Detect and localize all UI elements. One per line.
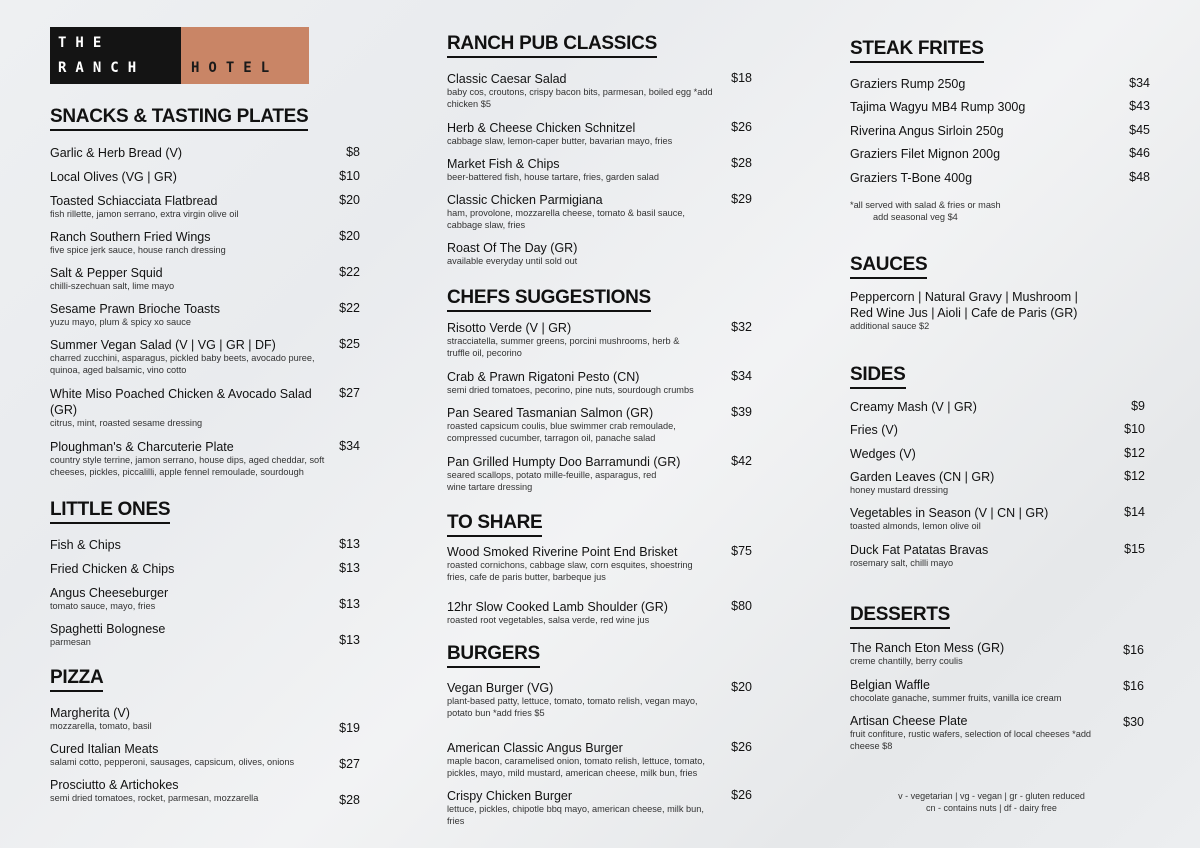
- item-description: baby cos, croutons, crispy bacon bits, parmesan, boiled egg *add chicken $5: [447, 87, 713, 109]
- item-name: American Classic Angus Burger: [447, 741, 623, 755]
- item-description: fruit confiture, rustic wafers, selection of local cheeses *add cheese $8: [850, 729, 1092, 751]
- menu-item: [50, 386, 360, 430]
- logo-ranch: RANCH: [58, 60, 146, 76]
- menu-item: [447, 320, 752, 359]
- section-heading: SAUCES: [850, 254, 927, 279]
- item-price: $16: [1123, 679, 1144, 693]
- menu-item: [850, 446, 1150, 462]
- item-name: Herb & Cheese Chicken Schnitzel: [447, 121, 636, 135]
- sauces-section: [850, 254, 1150, 279]
- menu-item: [850, 677, 1150, 705]
- item-name: Fries (V): [850, 423, 898, 437]
- menu-item: [50, 145, 360, 161]
- item-price: $34: [339, 439, 360, 453]
- item-description: cabbage slaw, lemon-caper butter, bavarian mayo, fries: [447, 136, 673, 146]
- item-name: Vegan Burger (VG): [447, 681, 554, 695]
- item-name: Duck Fat Patatas Bravas: [850, 543, 989, 557]
- item-name: Fish & Chips: [50, 538, 121, 552]
- section-heading: LITTLE ONES: [50, 499, 170, 524]
- item-description: stracciatella, summer greens, porcini mushrooms, herb & truffle oil, pecorino: [447, 336, 680, 358]
- menu-item: [850, 123, 1150, 139]
- item-description: country style terrine, jamon serrano, house dips, aged cheddar, soft cheeses, pickles, piccalilli, apple fennel remoulade, sourdough: [50, 455, 325, 477]
- item-price: $15: [1124, 542, 1145, 556]
- menu-item: [447, 544, 752, 583]
- desserts-section: [850, 604, 1150, 629]
- menu-item: [50, 777, 360, 805]
- item-description: five spice jerk sauce, house ranch dressing: [50, 245, 226, 255]
- item-price: $26: [731, 120, 752, 134]
- item-name: Ploughman's & Charcuterie Plate: [50, 440, 234, 454]
- menu-item: [850, 76, 1150, 92]
- item-name: Ranch Southern Fried Wings: [50, 230, 211, 244]
- item-name: Sesame Prawn Brioche Toasts: [50, 302, 220, 316]
- item-name: Graziers Rump 250g: [850, 77, 966, 91]
- item-price: $10: [1124, 422, 1145, 436]
- menu-item: [447, 120, 752, 148]
- menu-item: [447, 369, 752, 397]
- snacks-section: [50, 106, 360, 131]
- item-name: White Miso Poached Chicken & Avocado Salad (GR): [50, 387, 312, 417]
- menu-item: [50, 561, 360, 577]
- menu-item: [447, 156, 752, 184]
- item-name: Graziers T-Bone 400g: [850, 171, 973, 185]
- little-ones-section: [50, 499, 360, 524]
- chefs-suggestions-section: [447, 287, 752, 312]
- item-description: toasted almonds, lemon olive oil: [850, 521, 981, 531]
- menu-item: [50, 229, 360, 257]
- item-name: Market Fish & Chips: [447, 157, 560, 171]
- item-name: Classic Chicken Parmigiana: [447, 193, 603, 207]
- pizza-section: [50, 667, 360, 692]
- sides-section: [850, 364, 1150, 389]
- item-price: $75: [731, 544, 752, 558]
- item-description: plant-based patty, lettuce, tomato, tomato relish, vegan mayo, potato bun *add fries $5: [447, 696, 698, 718]
- item-name: Cured Italian Meats: [50, 742, 159, 756]
- menu-item: [850, 146, 1150, 162]
- logo-dark-panel: [50, 27, 181, 84]
- item-description: available everyday until sold out: [447, 256, 578, 266]
- item-name: Risotto Verde (V | GR): [447, 321, 572, 335]
- menu-item: [50, 265, 360, 293]
- item-price: $20: [339, 229, 360, 243]
- item-name: Belgian Waffle: [850, 678, 930, 692]
- item-price: $13: [339, 633, 360, 647]
- item-name: Angus Cheeseburger: [50, 586, 169, 600]
- item-name: Garden Leaves (CN | GR): [850, 470, 995, 484]
- item-name: The Ranch Eton Mess (GR): [850, 641, 1005, 655]
- item-price: $26: [731, 740, 752, 754]
- section-heading: BURGERS: [447, 643, 540, 668]
- menu-item: [50, 705, 360, 733]
- item-description: honey mustard dressing: [850, 485, 949, 495]
- menu-item: [50, 169, 360, 185]
- item-description: roasted root vegetables, salsa verde, red wine jus: [447, 615, 650, 625]
- menu-item: [850, 469, 1150, 497]
- item-name: Summer Vegan Salad (V | VG | GR | DF): [50, 338, 276, 352]
- item-description: semi dried tomatoes, rocket, parmesan, mozzarella: [50, 793, 259, 803]
- pub-classics-section: [447, 33, 752, 58]
- item-price: $20: [731, 680, 752, 694]
- item-name: Fried Chicken & Chips: [50, 562, 175, 576]
- item-price: $34: [1129, 76, 1150, 90]
- menu-item: [447, 71, 752, 110]
- section-heading: SNACKS & TASTING PLATES: [50, 106, 308, 131]
- item-price: $28: [339, 793, 360, 807]
- sauces-note: additional sauce $2: [850, 321, 930, 331]
- menu-item: [850, 713, 1150, 752]
- item-name: Toasted Schiacciata Flatbread: [50, 194, 218, 208]
- menu-item: [447, 788, 752, 827]
- item-name: Classic Caesar Salad: [447, 72, 567, 86]
- item-name: Prosciutto & Artichokes: [50, 778, 179, 792]
- menu-item: [850, 399, 1150, 415]
- menu-item: [447, 680, 752, 719]
- item-description: seared scallops, potato mille-feuille, asparagus, red wine tartare dressing: [447, 470, 657, 492]
- menu-item: [50, 337, 360, 376]
- sauces-line-2: Red Wine Jus | Aioli | Cafe de Paris (GR): [850, 306, 1078, 320]
- sauces-line-1: Peppercorn | Natural Gravy | Mushroom |: [850, 290, 1078, 304]
- item-price: $39: [731, 405, 752, 419]
- item-price: $9: [1131, 399, 1145, 413]
- item-name: Crab & Prawn Rigatoni Pesto (CN): [447, 370, 640, 384]
- item-name: Vegetables in Season (V | CN | GR): [850, 506, 1049, 520]
- menu-item: [850, 422, 1150, 438]
- section-heading: TO SHARE: [447, 512, 542, 537]
- item-price: $13: [339, 537, 360, 551]
- item-name: Artisan Cheese Plate: [850, 714, 968, 728]
- item-price: $34: [731, 369, 752, 383]
- burgers-section: [447, 643, 752, 668]
- menu-item: [850, 640, 1150, 668]
- item-price: $26: [731, 788, 752, 802]
- legend-line-2: cn - contains nuts | df - dairy free: [926, 803, 1057, 813]
- item-price: $22: [339, 265, 360, 279]
- steak-frites-section: [850, 38, 1150, 63]
- item-description: roasted cornichons, cabbage slaw, corn esquites, shoestring fries, cafe de paris butter, barbeque jus: [447, 560, 693, 582]
- menu-item: [50, 193, 360, 221]
- logo-the: THE: [58, 35, 111, 51]
- item-name: Salt & Pepper Squid: [50, 266, 163, 280]
- item-name: Creamy Mash (V | GR): [850, 400, 977, 414]
- logo-hotel: HOTEL: [191, 60, 279, 76]
- item-description: tomato sauce, mayo, fries: [50, 601, 156, 611]
- item-description: rosemary salt, chilli mayo: [850, 558, 954, 568]
- item-name: Pan Seared Tasmanian Salmon (GR): [447, 406, 654, 420]
- item-description: chocolate ganache, summer fruits, vanilla ice cream: [850, 693, 1062, 703]
- item-description: mozzarella, tomato, basil: [50, 721, 152, 731]
- item-name: Roast Of The Day (GR): [447, 241, 578, 255]
- menu-item: [850, 170, 1150, 186]
- menu-item: [447, 405, 752, 444]
- item-price: $80: [731, 599, 752, 613]
- item-description: fish rillette, jamon serrano, extra virgin olive oil: [50, 209, 239, 219]
- menu-item: [447, 599, 752, 627]
- menu-item: [447, 740, 752, 779]
- item-description: maple bacon, caramelised onion, tomato relish, lettuce, tomato, pickles, mayo, mild mustard, american cheese, milk bun, fries: [447, 756, 705, 778]
- menu-item: [447, 192, 752, 231]
- item-price: $30: [1123, 715, 1144, 729]
- item-description: chilli-szechuan salt, lime mayo: [50, 281, 175, 291]
- menu-item: [447, 454, 752, 493]
- item-price: $13: [339, 597, 360, 611]
- steak-serving-note: *all served with salad & fries or mash: [850, 200, 1001, 210]
- item-description: yuzu mayo, plum & spicy xo sauce: [50, 317, 191, 327]
- item-description: ham, provolone, mozzarella cheese, tomato & basil sauce, cabbage slaw, fries: [447, 208, 685, 230]
- item-description: semi dried tomatoes, pecorino, pine nuts, sourdough crumbs: [447, 385, 694, 395]
- item-price: $46: [1129, 146, 1150, 160]
- item-price: $19: [339, 721, 360, 735]
- item-price: $13: [339, 561, 360, 575]
- menu-item: [850, 542, 1150, 570]
- item-name: Spaghetti Bolognese: [50, 622, 166, 636]
- item-description: salami cotto, pepperoni, sausages, capsicum, olives, onions: [50, 757, 295, 767]
- item-description: citrus, mint, roasted sesame dressing: [50, 418, 203, 428]
- item-name: Local Olives (VG | GR): [50, 170, 177, 184]
- item-price: $22: [339, 301, 360, 315]
- item-name: Riverina Angus Sirloin 250g: [850, 124, 1004, 138]
- item-price: $12: [1124, 469, 1145, 483]
- item-description: charred zucchini, asparagus, pickled baby beets, avocado puree, quinoa, aged balsamic, vino cotto: [50, 353, 315, 375]
- steak-veg-note: add seasonal veg $4: [873, 212, 958, 222]
- item-price: $29: [731, 192, 752, 206]
- item-price: $20: [339, 193, 360, 207]
- item-description: beer-battered fish, house tartare, fries, garden salad: [447, 172, 659, 182]
- menu-item: [50, 585, 360, 613]
- item-price: $27: [339, 386, 360, 400]
- section-heading: STEAK FRITES: [850, 38, 984, 63]
- menu-item: [447, 240, 752, 268]
- item-price: $27: [339, 757, 360, 771]
- to-share-section: [447, 512, 752, 537]
- menu-item: [850, 99, 1150, 115]
- item-name: Margherita (V): [50, 706, 130, 720]
- item-name: Wedges (V): [850, 447, 916, 461]
- sauces-list: [850, 289, 1150, 333]
- item-name: Pan Grilled Humpty Doo Barramundi (GR): [447, 455, 681, 469]
- menu-item: [50, 621, 360, 649]
- item-description: parmesan: [50, 637, 91, 647]
- item-price: $43: [1129, 99, 1150, 113]
- item-price: $14: [1124, 505, 1145, 519]
- legend-line-1: v - vegetarian | vg - vegan | gr - gluten reduced: [898, 791, 1085, 801]
- section-heading: RANCH PUB CLASSICS: [447, 33, 657, 58]
- logo-copper-panel: [181, 27, 309, 84]
- item-name: Garlic & Herb Bread (V): [50, 146, 182, 160]
- item-description: creme chantilly, berry coulis: [850, 656, 963, 666]
- menu-item: [50, 741, 360, 769]
- item-price: $10: [339, 169, 360, 183]
- section-heading: DESSERTS: [850, 604, 950, 629]
- section-heading: SIDES: [850, 364, 906, 389]
- menu-item: [50, 301, 360, 329]
- item-price: $8: [346, 145, 360, 159]
- item-price: $18: [731, 71, 752, 85]
- dietary-legend: [850, 790, 1133, 814]
- item-price: $45: [1129, 123, 1150, 137]
- hotel-logo: [50, 27, 309, 84]
- item-price: $48: [1129, 170, 1150, 184]
- menu-item: [50, 537, 360, 553]
- item-price: $42: [731, 454, 752, 468]
- item-name: Tajima Wagyu MB4 Rump 300g: [850, 100, 1026, 114]
- menu-item: [50, 439, 360, 478]
- item-price: $28: [731, 156, 752, 170]
- item-name: Graziers Filet Mignon 200g: [850, 147, 1001, 161]
- item-description: roasted capsicum coulis, blue swimmer crab remoulade, compressed cucumber, tarragon oil, panache salad: [447, 421, 676, 443]
- item-price: $12: [1124, 446, 1145, 460]
- item-price: $32: [731, 320, 752, 334]
- item-name: 12hr Slow Cooked Lamb Shoulder (GR): [447, 600, 668, 614]
- section-heading: CHEFS SUGGESTIONS: [447, 287, 651, 312]
- item-name: Crispy Chicken Burger: [447, 789, 573, 803]
- section-heading: PIZZA: [50, 667, 103, 692]
- item-price: $16: [1123, 643, 1144, 657]
- item-name: Wood Smoked Riverine Point End Brisket: [447, 545, 678, 559]
- item-description: lettuce, pickles, chipotle bbq mayo, american cheese, milk bun, fries: [447, 804, 704, 826]
- item-price: $25: [339, 337, 360, 351]
- menu-item: [850, 505, 1150, 533]
